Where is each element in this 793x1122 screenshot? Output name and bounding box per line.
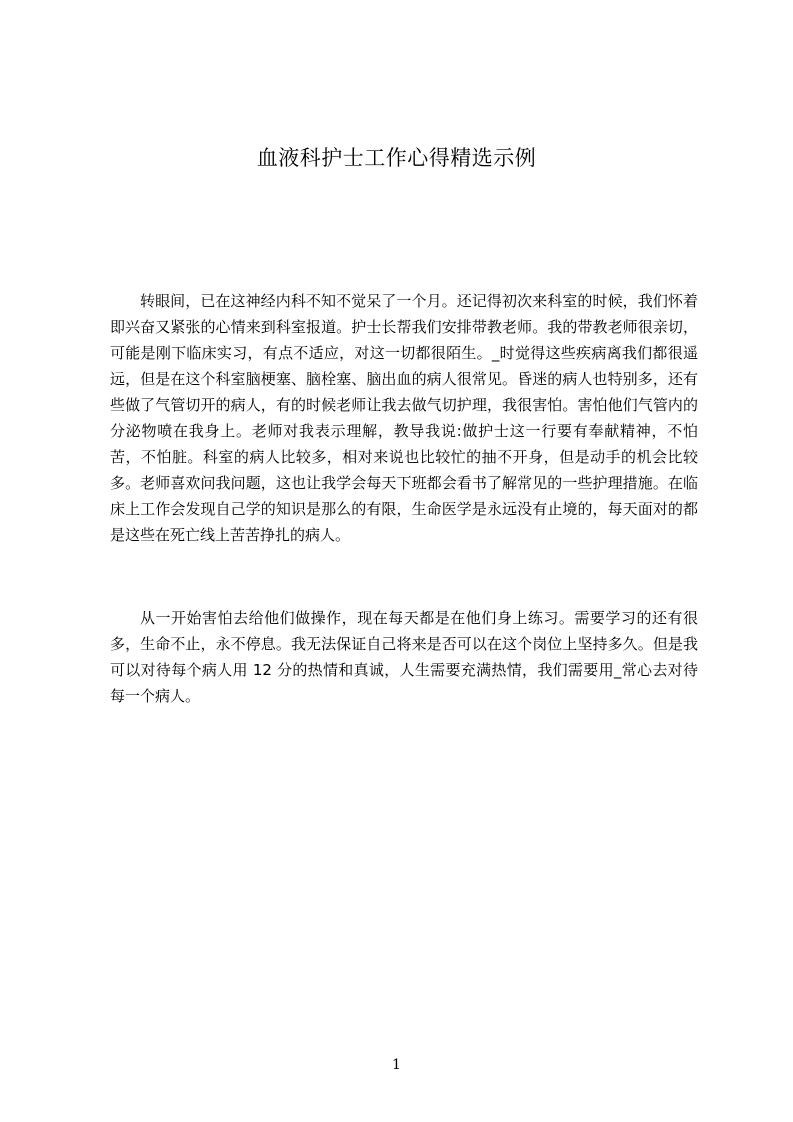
page-number: 1	[392, 1057, 401, 1073]
body-paragraph: 从一开始害怕去给他们做操作，现在每天都是在他们身上练习。需要学习的还有很多，生命不止，永不停息。我无法保证自己将来是否可以在这个岗位上坚持多久。但是我可以对待每个病人用 12 分的热情和真诚，人生需要充满热情，我们需要用_常心去对待每一个病人。	[110, 609, 698, 705]
body-paragraph: 转眼间，已在这神经内科不知不觉呆了一个月。还记得初次来科室的时候，我们怀着即兴奋又紧张的心情来到科室报道。护士长帮我们安排带教老师。我的带教老师很亲切，可能是刚下临床实习，有点不适应，对这一切都很陌生。_时觉得这些疾病离我们都很遥远，但是在这个科室脑梗塞、脑栓塞、脑出血的病人很常见。昏迷的病人也特别多，还有些做了气管切开的病人，有的时候老师让我去做气切护理，我很害怕。害怕他们气管内的分泌物喷在我身上。老师对我表示理解，教导我说:做护士这一行要有奉献精神，不怕苦，不怕脏。科室的病人比较多，相对来说也比较忙的抽不开身，但是动手的机会比较多。老师喜欢问我问题，这也让我学会每天下班都会看书了解常见的一些护理措施。在临床上工作会发现自己学的知识是那么的有限，生命医学是永远没有止境的，每天面对的都是这些在死亡线上苦苦挣扎的病人。	[110, 292, 698, 544]
document-title: 血液科护士工作心得精选示例	[256, 146, 537, 170]
